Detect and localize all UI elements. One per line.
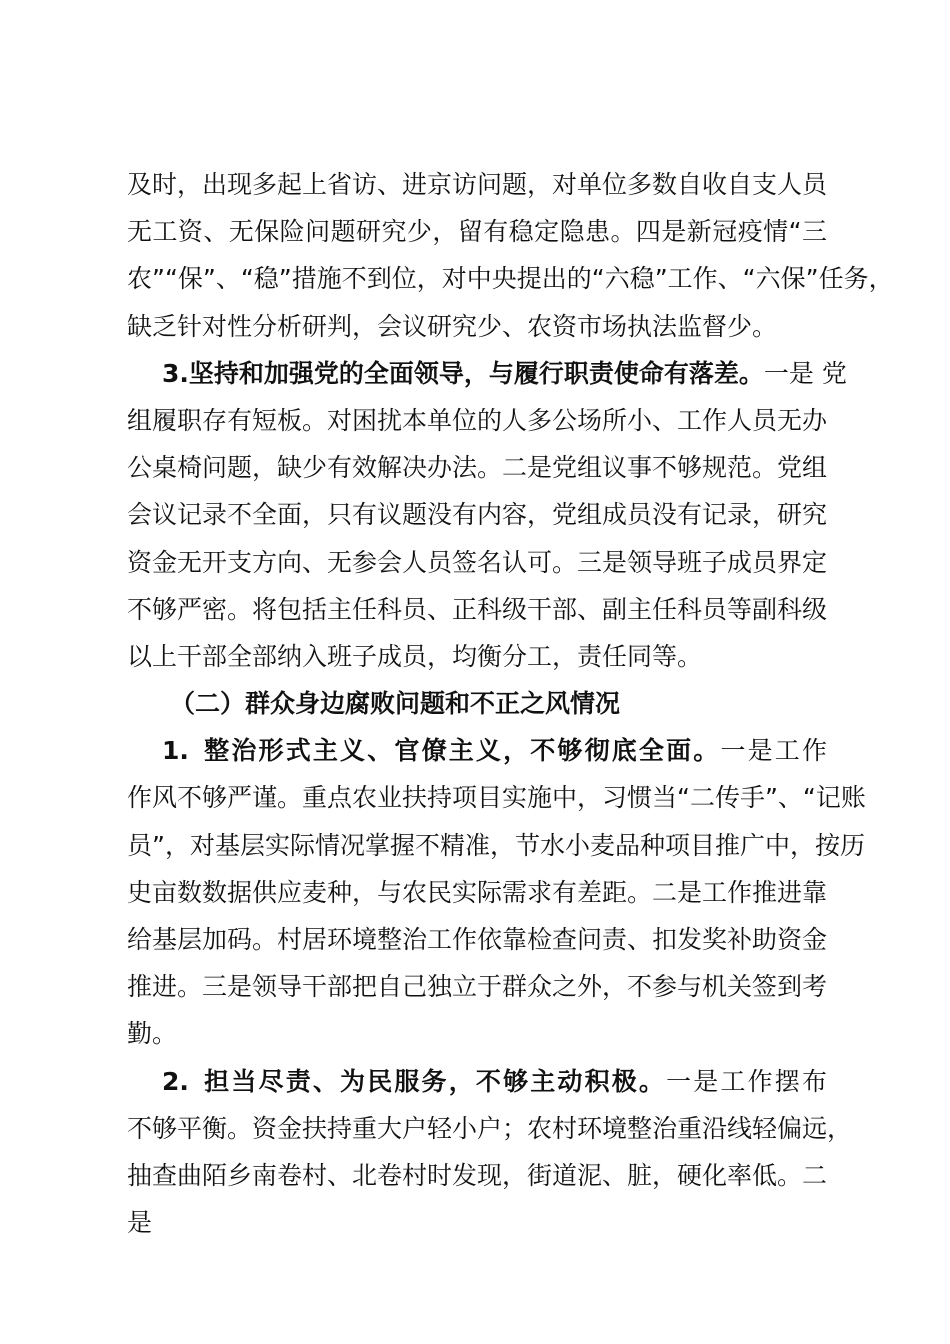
text-line: 会议记录不全面，只有议题没有内容，党组成员没有记录，研究 [127,500,828,530]
text-line: 无工资、无保险问题研究少，留有稳定隐患。四是新冠疫情“三 [127,217,827,247]
bold-heading: 整治形式主义、官僚主义，不够彻底全面。 [202,736,721,766]
section-heading-line [127,350,847,397]
bold-heading: 担当尽责、为民服务，不够主动积极。 [202,1066,667,1096]
bold-heading: 3.坚持和加强党的全面领导，与履行职责使命有落差。 [162,358,764,388]
item-heading-line [127,727,827,774]
text-line: 史亩数数据供应麦种，与农民实际需求有差距。二是工作推进靠 [127,877,828,907]
text-run: 一是 党 [763,358,847,388]
text-run: 一是工作摆布 [666,1066,827,1096]
text-line: 农”“保”、“稳”措施不到位，对中央提出的“六稳”工作、“六保”任务， [127,264,894,294]
text-line: 不够平衡。资金扶持重大户轻小户；农村环境整治重沿线轻偏远， [127,1113,853,1143]
text-line: 推进。三是领导干部把自己独立于群众之外，不参与机关签到考 [127,972,828,1002]
text-line: 作风不够严谨。重点农业扶持项目实施中，习惯当“二传手”、“记账 [127,783,866,813]
text-line: 组履职存有短板。对困扰本单位的人多公场所小、工作人员无办 [127,405,828,435]
text-line: 勤。 [127,1019,178,1049]
text-line: 给基层加码。村居环境整治工作依靠检查问责、扣发奖补助资金 [127,925,828,954]
text-line: 及时，出现多起上省访、进京访问题，对单位多数自收自支人员 [127,170,828,199]
text-line: 不够严密。将包括主任科员、正科级干部、副主任科员等副科级 [127,594,828,624]
text-line: 员”，对基层实际情况掌握不精准，节水小麦品种项目推广中，按历 [127,830,865,860]
text-line: 资金无开支方向、无参会人员签名认可。三是领导班子成员界定 [127,547,828,577]
text-run: 一是工作 [720,736,827,766]
text-line: 公桌椅问题，缺少有效解决办法。二是党组议事不够规范。党组 [127,453,828,483]
text-line: 抽查曲陌乡南卷村、北卷村时发现，街道泥、脏，硬化率低。二 [127,1160,828,1190]
text-line: 缺乏针对性分析研判，会议研究少、农资市场执法监督少。 [127,311,778,341]
section-heading-text: （二）群众身边腐败问题和不正之风情况 [170,689,621,719]
text-line: 是 [127,1208,153,1238]
document-page [127,161,894,1246]
item-number: 2. [162,1066,189,1096]
text-line: 以上干部全部纳入班子成员，均衡分工，责任同等。 [127,641,703,671]
item-heading-line [127,1058,827,1105]
section-heading [127,680,827,727]
item-number: 1. [162,736,189,766]
